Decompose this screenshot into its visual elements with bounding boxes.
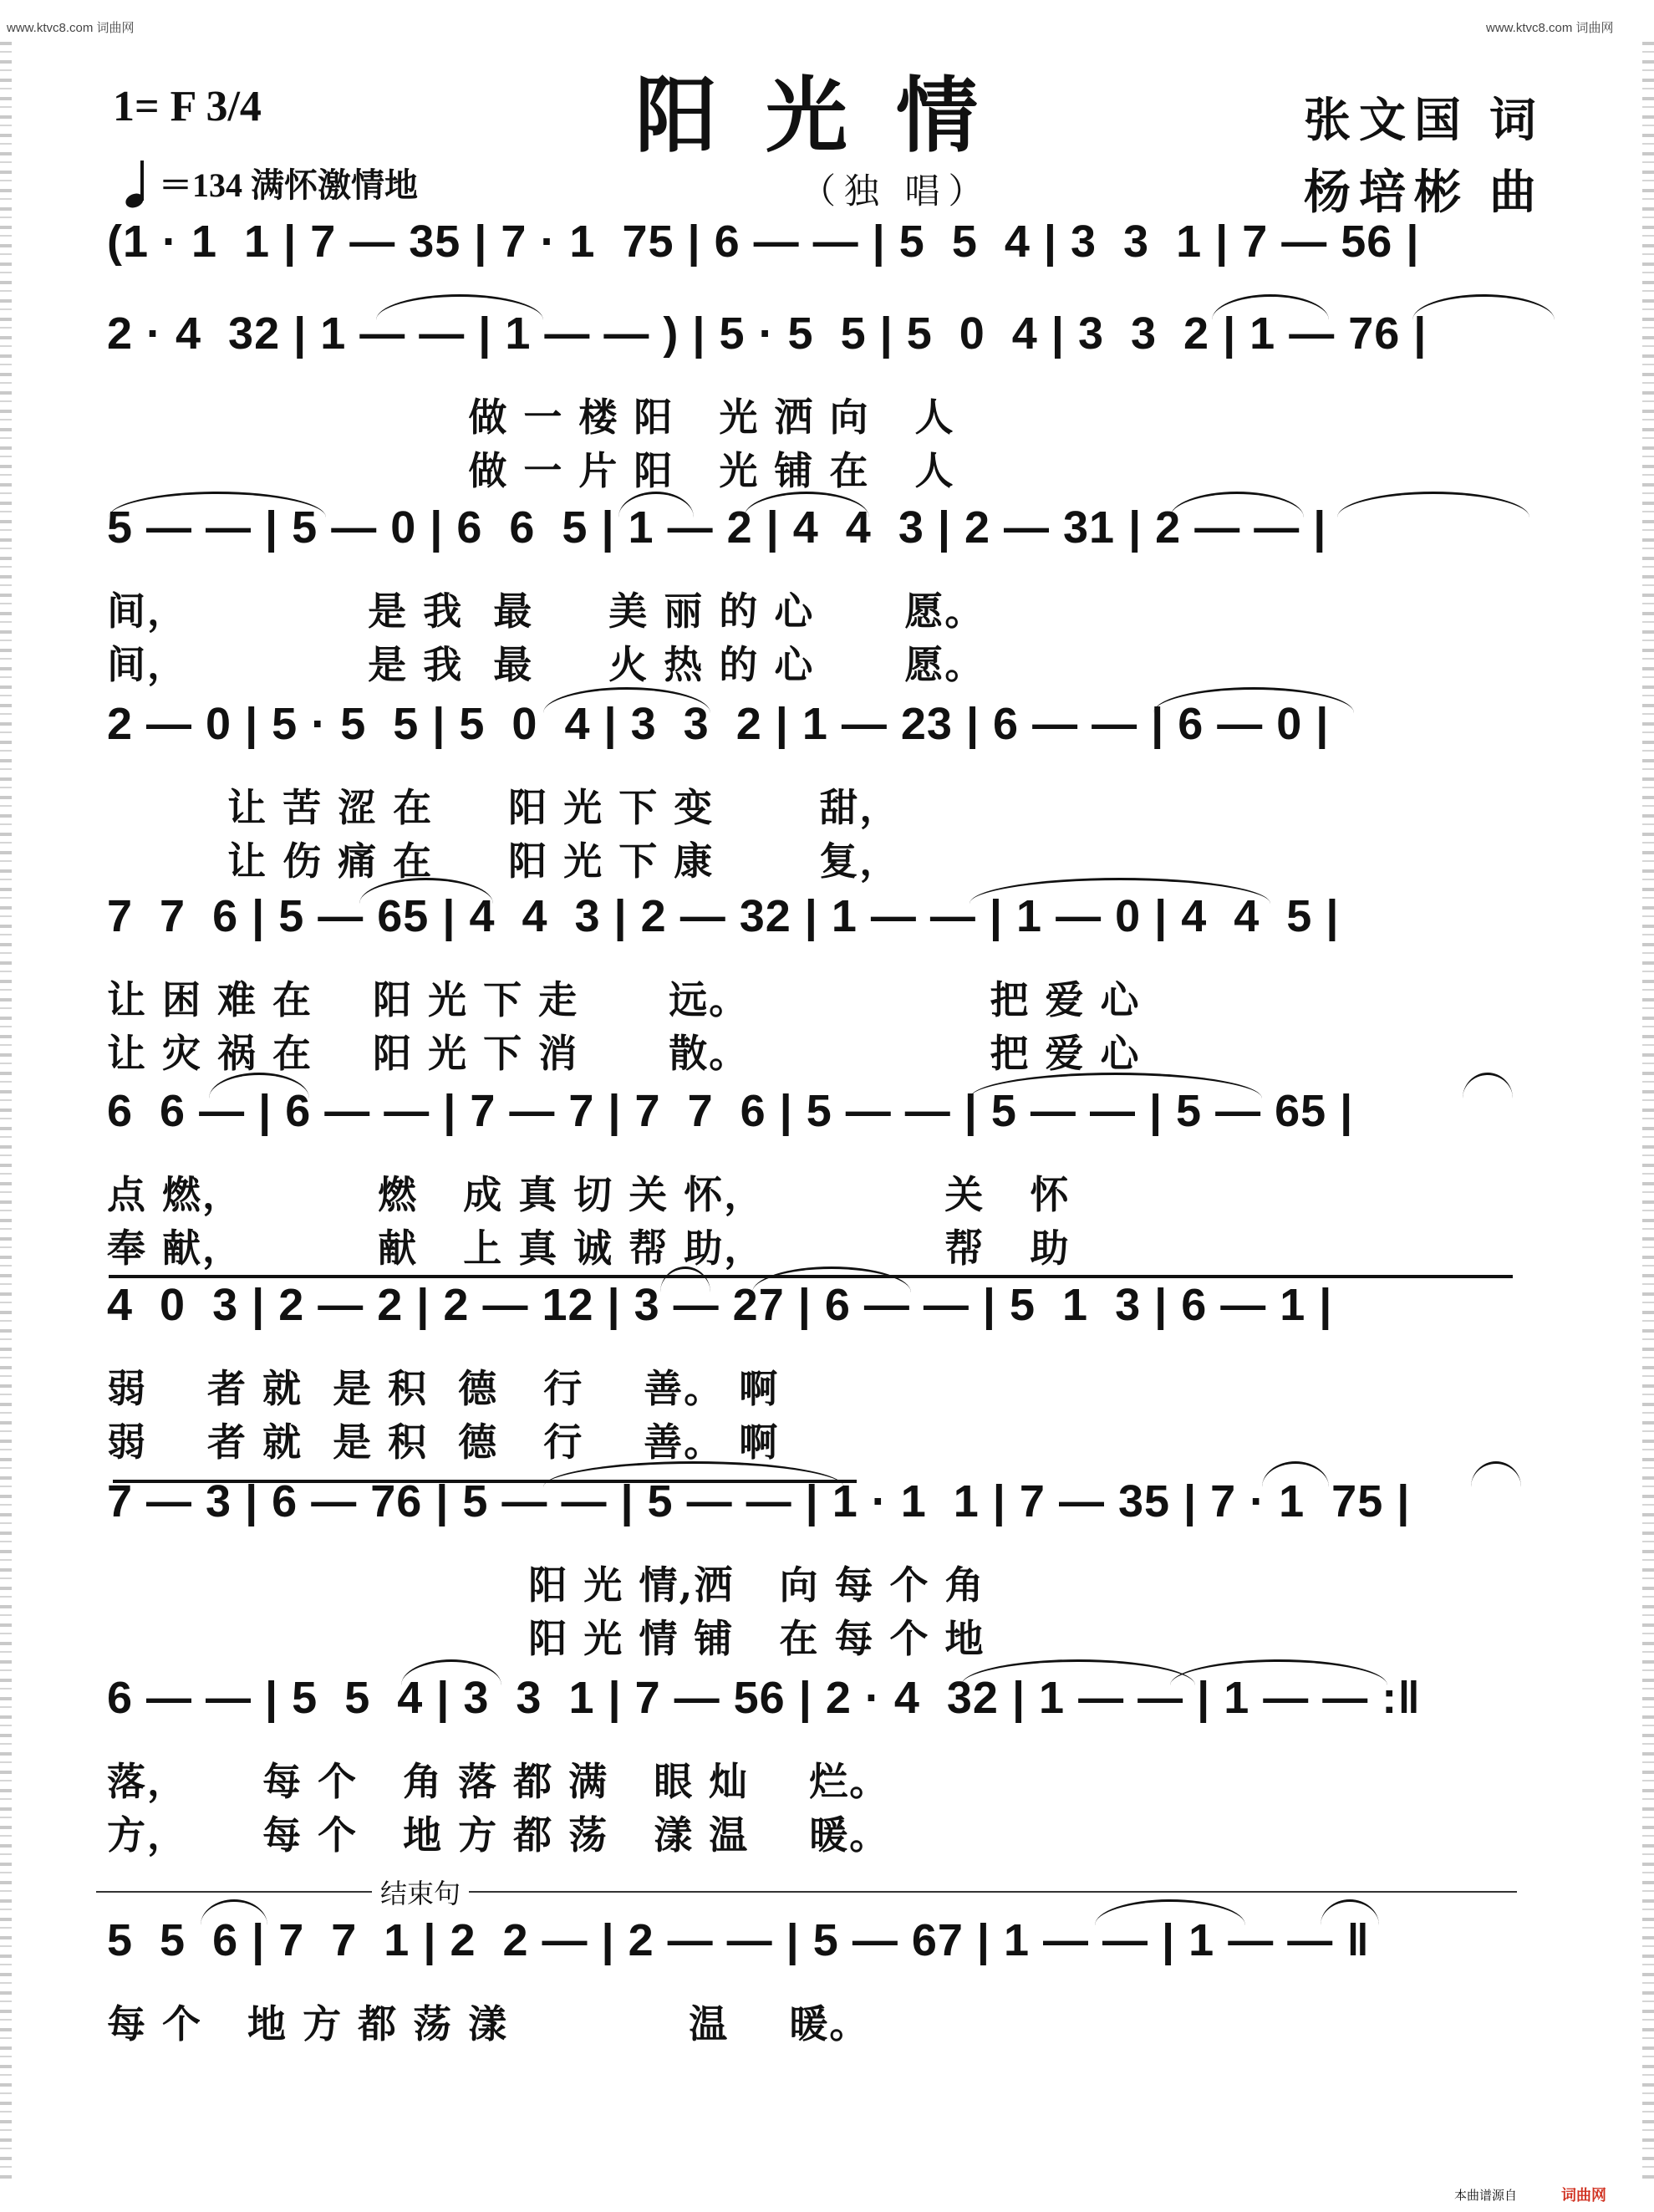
song-title: 阳光情 bbox=[635, 68, 1027, 164]
lyric-line: 方， 每 个 地 方 都 荡 漾 温 暖。 bbox=[107, 1812, 890, 1858]
lyric-line: 落， 每 个 角 落 都 满 眼 灿 烂。 bbox=[107, 1759, 890, 1804]
composer-credit: 杨培彬 曲 bbox=[1304, 167, 1545, 219]
tempo-marking bbox=[125, 159, 418, 212]
slur-mark bbox=[1321, 1899, 1379, 1925]
slur-mark bbox=[961, 1659, 1195, 1685]
notation-line: 5 5 6 | 7 7 1 | 2 2 — | 2 — — | 5 — 67 | 1 — — | 1 — — ‖ bbox=[107, 1915, 1371, 1965]
slur-mark bbox=[1471, 1461, 1521, 1487]
slur-mark bbox=[1153, 687, 1354, 713]
slur-mark bbox=[1337, 492, 1529, 517]
lyric-line: 做 一 片 阳 光 铺 在 人 bbox=[107, 448, 955, 493]
song-subtitle: （独 唱） bbox=[801, 173, 992, 212]
footer-source-text: 本曲谱源自 bbox=[1454, 2188, 1518, 2203]
lyric-line: 让 苦 涩 在 阳 光 下 变 甜， bbox=[107, 785, 900, 830]
notation-line: 7 — 3 | 6 — 76 | 5 — — | 5 — — | 1 · 1 1 | 7 — 35 | 7 · 1 75 | bbox=[107, 1476, 1411, 1526]
lyric-line: 做 一 楼 阳 光 洒 向 人 bbox=[107, 395, 955, 440]
watermark-right: www.ktvc8.com 词曲网 bbox=[1486, 21, 1614, 35]
notation-line: 2 · 4 32 | 1 — — | 1 — — ) | 5 · 5 5 | 5 0 4 | 3 3 2 | 1 — 76 | bbox=[107, 308, 1428, 359]
slur-mark bbox=[969, 878, 1270, 904]
slur-mark bbox=[1170, 492, 1304, 517]
right-border-strip bbox=[1642, 42, 1654, 2182]
lyric-line: 点 燃， 燃 成 真 切 关 怀， 关 怀 bbox=[107, 1172, 1071, 1217]
notation-line: 7 7 6 | 5 — 65 | 4 4 3 | 2 — 32 | 1 — — | 1 — 0 | 4 4 5 | bbox=[107, 891, 1340, 941]
slur-mark bbox=[543, 687, 710, 713]
slur-mark bbox=[201, 1899, 267, 1925]
lyric-line: 弱 者 就 是 积 德 行 善。 啊 bbox=[107, 1419, 780, 1465]
lyric-line: 间， 是 我 最 美 丽 的 心 愿。 bbox=[107, 589, 985, 634]
coda-line bbox=[96, 1891, 1517, 1893]
lyric-line: 奉 献， 献 上 真 诚 帮 助， 帮 助 bbox=[107, 1226, 1071, 1271]
volta-bracket bbox=[109, 1275, 1513, 1278]
tempo-text: ＝134 满怀激情地 bbox=[159, 166, 418, 204]
volta-bracket-end bbox=[113, 1480, 857, 1483]
slur-mark bbox=[1463, 1073, 1513, 1098]
coda-label: 结束句 bbox=[372, 1873, 469, 1911]
lyric-line: 让 灾 祸 在 阳 光 下 消 散。 把 爱 心 bbox=[107, 1031, 1141, 1076]
quarter-note-icon bbox=[125, 166, 159, 212]
lyric-line: 阳 光 情,洒 向 每 个 角 bbox=[107, 1562, 985, 1608]
watermark-left: www.ktvc8.com 词曲网 bbox=[7, 21, 135, 35]
notation-line: (1 · 1 1 | 7 — 35 | 7 · 1 75 | 6 — — | 5 5 4 | 3 3 1 | 7 — 56 | bbox=[107, 217, 1420, 267]
slur-mark bbox=[1412, 294, 1555, 320]
slur-mark bbox=[1170, 1659, 1387, 1685]
notation-line: 6 — — | 5 5 4 | 3 3 1 | 7 — 56 | 2 · 4 32 | 1 — — | 1 — — :‖ bbox=[107, 1673, 1422, 1723]
lyric-line: 让 伤 痛 在 阳 光 下 康 复， bbox=[107, 838, 900, 884]
notation-line: 2 — 0 | 5 · 5 5 | 5 0 4 | 3 3 2 | 1 — 23 | 6 — — | 6 — 0 | bbox=[107, 699, 1330, 749]
lyric-line: 让 困 难 在 阳 光 下 走 远。 把 爱 心 bbox=[107, 977, 1141, 1022]
notation-line: 6 6 — | 6 — — | 7 — 7 | 7 7 6 | 5 — — | 5 — — | 5 — 65 | bbox=[107, 1086, 1354, 1136]
slur-mark bbox=[1212, 294, 1329, 320]
slur-mark bbox=[1095, 1899, 1245, 1925]
lyric-line: 每 个 地 方 都 荡 漾 温 暖。 bbox=[107, 2001, 870, 2046]
notation-line: 5 — — | 5 — 0 | 6 6 5 | 1 — 2 | 4 4 3 | 2 — 31 | 2 — — | bbox=[107, 502, 1327, 553]
key-signature: 1= F 3/4 bbox=[113, 83, 262, 130]
left-border-strip bbox=[0, 42, 12, 2182]
slur-mark bbox=[1262, 1461, 1329, 1487]
lyricist-credit: 张文国 词 bbox=[1304, 95, 1545, 147]
lyric-line: 间， 是 我 最 火 热 的 心 愿。 bbox=[107, 642, 985, 687]
lyric-line: 弱 者 就 是 积 德 行 善。 啊 bbox=[107, 1366, 780, 1411]
lyric-line: 阳 光 情 铺 在 每 个 地 bbox=[107, 1616, 985, 1661]
slur-mark bbox=[376, 294, 543, 320]
notation-line: 4 0 3 | 2 — 2 | 2 — 12 | 3 — 27 | 6 — — | 5 1 3 | 6 — 1 | bbox=[107, 1280, 1333, 1330]
footer-site-logo: 词曲网 bbox=[1561, 2187, 1606, 2204]
